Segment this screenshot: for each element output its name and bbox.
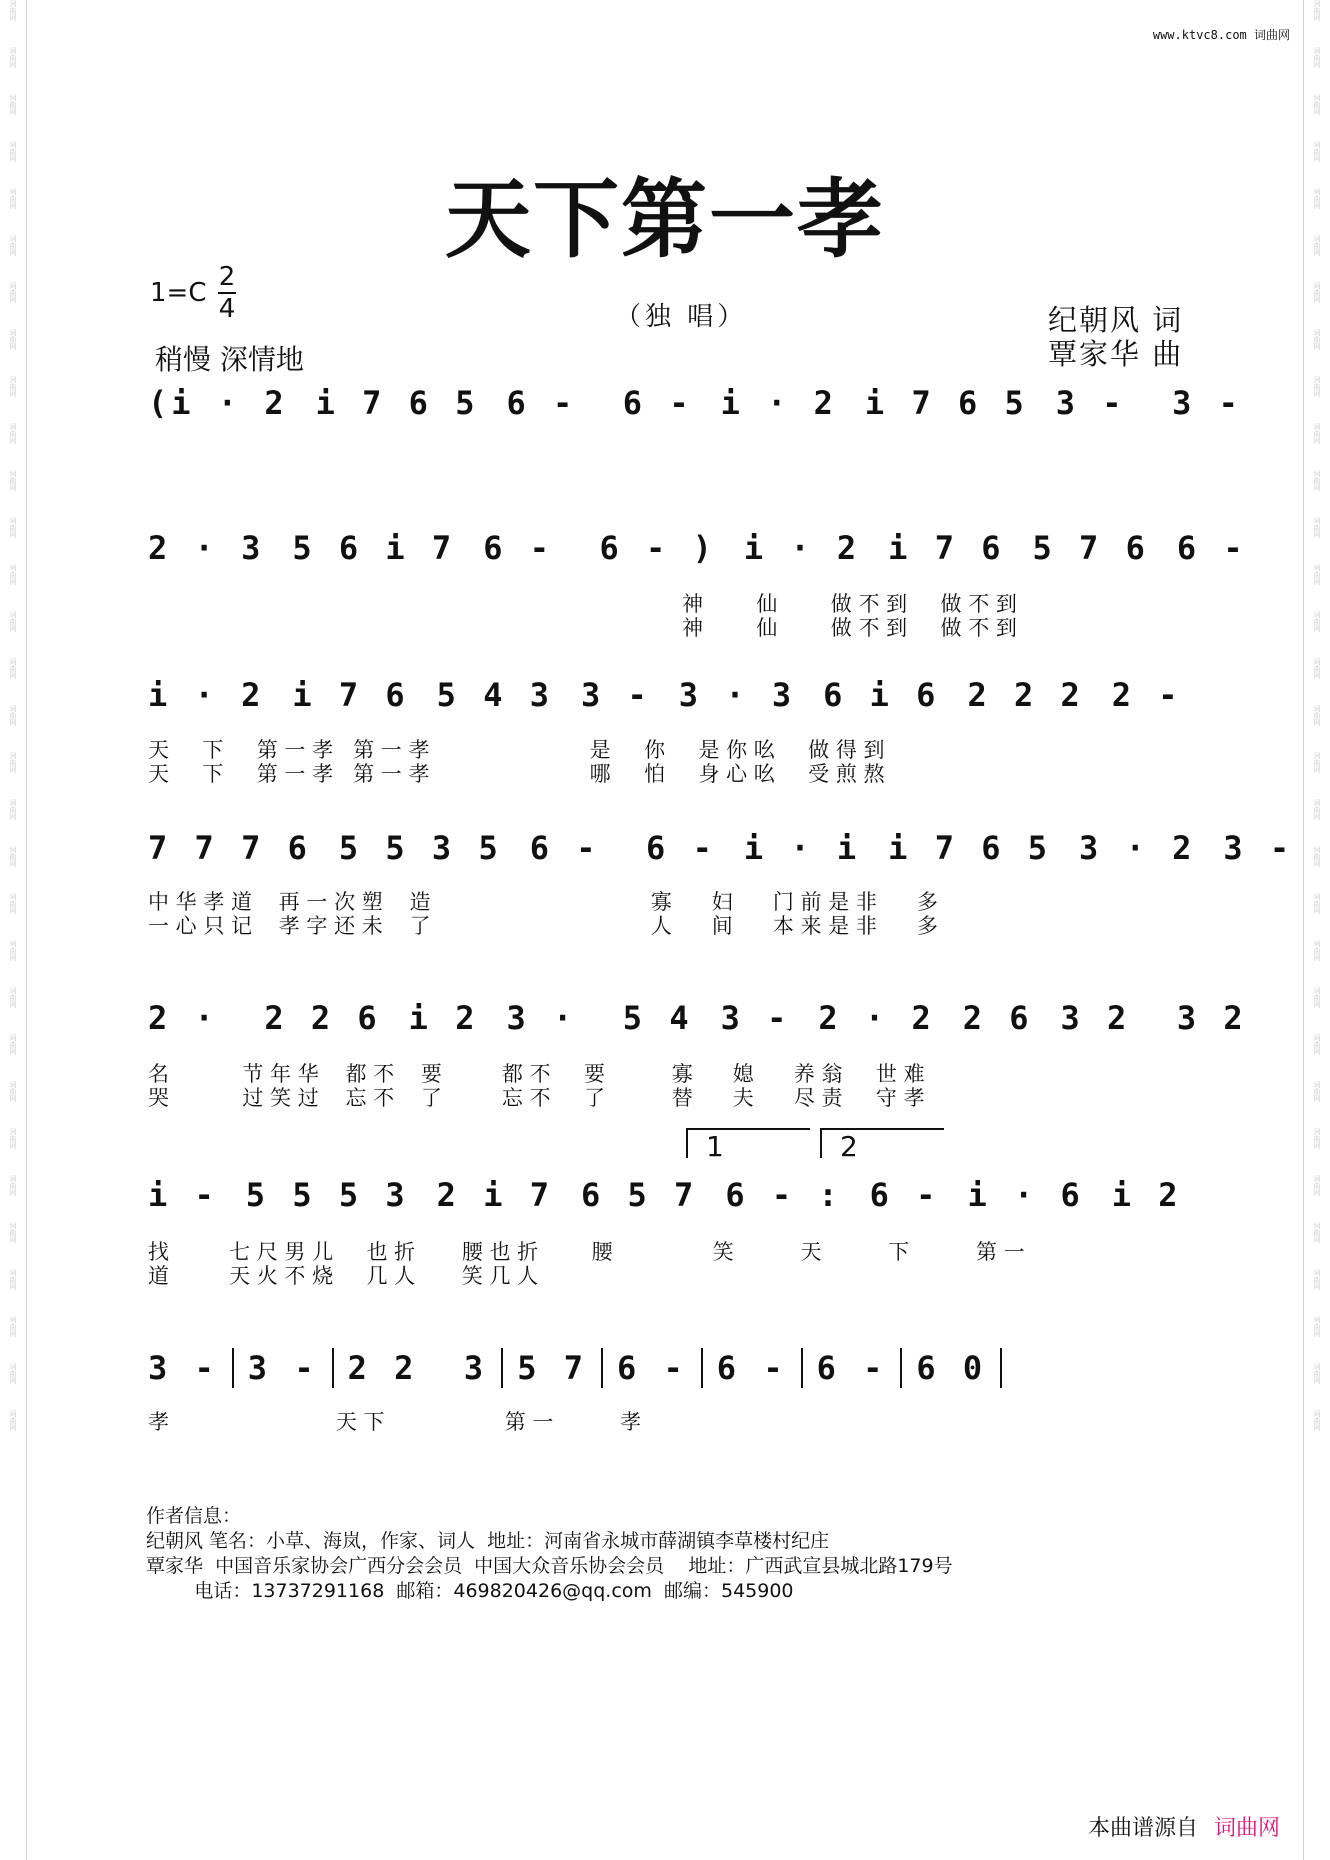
watermark-text: 词曲网 bbox=[1313, 611, 1321, 632]
watermark-text: 词曲网 bbox=[9, 282, 17, 303]
measure-notes: i 2 bbox=[1111, 1176, 1182, 1214]
right-watermark-strip bbox=[1303, 0, 1330, 1860]
measure-notes: 3 - bbox=[247, 1349, 318, 1387]
measure-notes: i · 6 bbox=[967, 1176, 1084, 1214]
composer-credit: 覃家华 曲 bbox=[1048, 337, 1184, 371]
measure-notes: 5 4 3 bbox=[436, 676, 553, 714]
watermark-text: 词曲网 bbox=[9, 658, 17, 679]
watermark-text: 词曲网 bbox=[9, 470, 17, 491]
watermark-text: 词曲网 bbox=[1313, 0, 1321, 21]
watermark-text: 词曲网 bbox=[9, 1222, 17, 1243]
measure-notes: 6 i 6 bbox=[823, 676, 940, 714]
bar-line bbox=[900, 1348, 902, 1388]
measure-notes: 2 2 3 bbox=[347, 1349, 488, 1387]
lyric-line: 中 华 孝 道 再 一 次 塑 造 寡 妇 门 前 是 非 多 bbox=[148, 890, 938, 914]
watermark-text: 词曲网 bbox=[9, 423, 17, 444]
watermark-text: 词曲网 bbox=[1313, 752, 1321, 773]
measure-notes: 7 7 7 6 bbox=[148, 829, 311, 867]
watermark-text: 词曲网 bbox=[9, 611, 17, 632]
score-row bbox=[148, 1172, 1200, 1218]
measure-notes: 3 · 5 4 bbox=[506, 999, 693, 1037]
measure-notes: 6 5 7 bbox=[580, 1176, 698, 1214]
tempo-marking: 稍慢 深情地 bbox=[155, 343, 304, 376]
watermark-text: 词曲网 bbox=[1313, 1410, 1321, 1431]
measure-notes: 2 · 2 2 6 bbox=[148, 999, 381, 1037]
volta-second-ending bbox=[820, 1128, 944, 1163]
measure-notes: 3 2 3 2 bbox=[1060, 999, 1247, 1037]
watermark-text: 词曲网 bbox=[9, 1034, 17, 1055]
score-row bbox=[148, 825, 1294, 871]
score-row bbox=[148, 1345, 1200, 1391]
measure-notes: 6 0 bbox=[916, 1349, 987, 1387]
watermark-text: 词曲网 bbox=[1313, 188, 1321, 209]
measure-notes: 5 6 i 7 bbox=[292, 529, 456, 567]
measure-notes: i 7 6 5 bbox=[888, 829, 1052, 867]
watermark-text: 词曲网 bbox=[9, 940, 17, 961]
watermark-text: 词曲网 bbox=[1313, 470, 1321, 491]
measure-notes: 6 - 6 - bbox=[529, 829, 716, 867]
lyric-line: 孝 天 下 第 一 孝 bbox=[148, 1410, 642, 1434]
watermark-text: 词曲网 bbox=[9, 893, 17, 914]
watermark-text: 词曲网 bbox=[1313, 282, 1321, 303]
watermark-text: 词曲网 bbox=[1313, 1128, 1321, 1149]
watermark-text: 词曲网 bbox=[9, 94, 17, 115]
lyric-line: 一 心 只 记 孝 字 还 未 了 人 间 本 来 是 非 多 bbox=[148, 914, 938, 938]
measure-notes: 3 - bbox=[720, 999, 791, 1037]
bar-line bbox=[332, 1348, 334, 1388]
watermark-text: 词曲网 bbox=[1313, 1316, 1321, 1337]
author-info-line: 电话：13737291168 邮箱：469820426@qq.com 邮编：545900 bbox=[146, 1580, 794, 1602]
lyric-line: 天 下 第 一 孝 第 一 孝 哪 怕 身 心 吆 受 煎 熬 bbox=[148, 762, 885, 786]
time-signature bbox=[218, 262, 236, 324]
watermark-text: 词曲网 bbox=[9, 329, 17, 350]
bar-line bbox=[232, 1348, 234, 1388]
watermark-text: 词曲网 bbox=[9, 705, 17, 726]
site-url[interactable]: www.ktvc8.com 词曲网 bbox=[1152, 28, 1290, 42]
watermark-text: 词曲网 bbox=[9, 1128, 17, 1149]
measure-notes: 3 - bbox=[580, 676, 651, 714]
watermark-text: 词曲网 bbox=[1313, 1175, 1321, 1196]
lyric-line: 神 仙 做 不 到 做 不 到 bbox=[682, 616, 1017, 640]
key-signature: 1=C bbox=[150, 278, 207, 308]
watermark-text: 词曲网 bbox=[1313, 1081, 1321, 1102]
watermark-text: 词曲网 bbox=[1313, 94, 1321, 115]
measure-notes: 2 · 3 bbox=[148, 529, 265, 567]
score-row bbox=[148, 995, 1247, 1041]
bar-line bbox=[501, 1348, 503, 1388]
watermark-text: 词曲网 bbox=[1313, 376, 1321, 397]
measure-notes: 6 - bbox=[716, 1349, 787, 1387]
watermark-text: 词曲网 bbox=[9, 188, 17, 209]
measure-notes: i 7 6 5 bbox=[864, 384, 1028, 422]
measure-notes: 6 - 6 - ) bbox=[483, 529, 716, 567]
footer-brand-link[interactable]: 词曲网 bbox=[1213, 1816, 1280, 1841]
measure-notes: 3 · 2 bbox=[1079, 829, 1196, 867]
watermark-text: 词曲网 bbox=[9, 235, 17, 256]
watermark-text: 词曲网 bbox=[9, 376, 17, 397]
watermark-text: 词曲网 bbox=[1313, 141, 1321, 162]
watermark-text: 词曲网 bbox=[1313, 1363, 1321, 1384]
time-sig-top: 2 bbox=[218, 262, 236, 292]
measure-notes: 3 · 3 bbox=[678, 676, 796, 714]
measure-notes: 6 - : bbox=[725, 1176, 842, 1214]
author-info-line: 纪朝风 笔名：小草、海岚，作家、词人 地址：河南省永城市薛湖镇李草楼村纪庄 bbox=[146, 1530, 830, 1552]
author-info-heading: 作者信息： bbox=[146, 1505, 242, 1527]
watermark-text: 词曲网 bbox=[9, 752, 17, 773]
measure-notes: 6 - 6 - bbox=[506, 384, 693, 422]
time-sig-bottom: 4 bbox=[218, 294, 236, 324]
measure-notes: 6 - bbox=[869, 1176, 940, 1214]
watermark-text: 词曲网 bbox=[1313, 987, 1321, 1008]
volta-label: 2 bbox=[840, 1130, 858, 1163]
score-row bbox=[148, 672, 1200, 718]
measure-notes: i - bbox=[148, 1176, 218, 1214]
watermark-text: 词曲网 bbox=[9, 47, 17, 68]
bar-line bbox=[801, 1348, 803, 1388]
score-row bbox=[148, 380, 1242, 426]
lyric-line: 道 天 火 不 烧 几 人 笑 几 人 bbox=[148, 1264, 539, 1288]
measure-notes: i · 2 bbox=[148, 676, 265, 714]
watermark-text: 词曲网 bbox=[9, 1081, 17, 1102]
measure-notes: 5 5 3 5 bbox=[338, 829, 502, 867]
voice-type: （独 唱） bbox=[615, 302, 748, 332]
left-watermark-strip bbox=[0, 0, 27, 1860]
lyric-line: 神 仙 做 不 到 做 不 到 bbox=[682, 592, 1017, 616]
score-row bbox=[148, 525, 1247, 571]
measure-notes: 2 6 bbox=[962, 999, 1033, 1037]
source-footer bbox=[1088, 1811, 1280, 1842]
watermark-text: 词曲网 bbox=[9, 987, 17, 1008]
measure-notes: 6 - bbox=[1176, 529, 1247, 567]
lyric-line: 哭 过 笑 过 忘 不 了 忘 不 了 替 夫 尽 责 守 孝 bbox=[148, 1086, 925, 1110]
bar-line bbox=[1000, 1348, 1002, 1388]
watermark-text: 词曲网 bbox=[1313, 423, 1321, 444]
measure-notes: (i · 2 bbox=[148, 384, 288, 422]
measure-notes: 3 - bbox=[1223, 829, 1294, 867]
watermark-text: 词曲网 bbox=[1313, 564, 1321, 585]
watermark-text: 词曲网 bbox=[1313, 893, 1321, 914]
bar-line bbox=[701, 1348, 703, 1388]
watermark-text: 词曲网 bbox=[1313, 799, 1321, 820]
watermark-text: 词曲网 bbox=[9, 846, 17, 867]
volta-label: 1 bbox=[706, 1130, 724, 1163]
lyric-line: 名 节 年 华 都 不 要 都 不 要 寡 媳 养 翁 世 难 bbox=[148, 1062, 925, 1086]
measure-notes: i 2 bbox=[408, 999, 479, 1037]
measure-notes: 5 7 6 bbox=[1032, 529, 1149, 567]
measure-notes: 2 - bbox=[1111, 676, 1182, 714]
watermark-text: 词曲网 bbox=[1313, 1269, 1321, 1290]
measure-notes: 6 - bbox=[616, 1349, 687, 1387]
measure-notes: i · 2 bbox=[720, 384, 837, 422]
watermark-text: 词曲网 bbox=[1313, 235, 1321, 256]
measure-notes: 3 - bbox=[148, 1349, 218, 1387]
author-info-line: 覃家华 中国音乐家协会广西分会会员 中国大众音乐协会会员 地址：广西武宣县城北路179号 bbox=[146, 1555, 953, 1577]
watermark-text: 词曲网 bbox=[1313, 846, 1321, 867]
measure-notes: 5 5 5 3 bbox=[245, 1176, 409, 1214]
song-title: 天下第一孝 bbox=[445, 169, 885, 270]
watermark-text: 词曲网 bbox=[9, 0, 17, 21]
measure-notes: 5 7 bbox=[517, 1349, 587, 1387]
watermark-text: 词曲网 bbox=[9, 799, 17, 820]
measure-notes: i 7 6 bbox=[888, 529, 1005, 567]
watermark-text: 词曲网 bbox=[9, 1269, 17, 1290]
measure-notes: 2 2 2 bbox=[967, 676, 1084, 714]
watermark-text: 词曲网 bbox=[9, 564, 17, 585]
lyric-line: 找 七 尺 男 儿 也 折 腰 也 折 腰 笑 天 下 第 一 bbox=[148, 1240, 1025, 1264]
measure-notes: 2 · 2 bbox=[818, 999, 935, 1037]
volta-first-ending bbox=[686, 1128, 810, 1163]
measure-notes: 2 i 7 bbox=[436, 1176, 553, 1214]
watermark-text: 词曲网 bbox=[1313, 705, 1321, 726]
footer-text: 本曲谱源自 bbox=[1087, 1816, 1198, 1841]
watermark-text: 词曲网 bbox=[9, 1363, 17, 1384]
watermark-text: 词曲网 bbox=[1313, 1034, 1321, 1055]
measure-notes: 6 - bbox=[816, 1349, 887, 1387]
watermark-text: 词曲网 bbox=[1313, 658, 1321, 679]
watermark-text: 词曲网 bbox=[9, 1410, 17, 1431]
bar-line bbox=[601, 1348, 603, 1388]
lyric-line: 天 下 第 一 孝 第 一 孝 是 你 是 你 吆 做 得 到 bbox=[148, 738, 885, 762]
watermark-text: 词曲网 bbox=[9, 1175, 17, 1196]
watermark-text: 词曲网 bbox=[9, 1316, 17, 1337]
measure-notes: i 7 6 bbox=[292, 676, 409, 714]
measure-notes: 3 - 3 - bbox=[1055, 384, 1242, 422]
measure-notes: i 7 6 5 bbox=[315, 384, 479, 422]
measure-notes: i · 2 bbox=[743, 529, 861, 567]
watermark-text: 词曲网 bbox=[1313, 47, 1321, 68]
watermark-text: 词曲网 bbox=[1313, 517, 1321, 538]
watermark-text: 词曲网 bbox=[9, 517, 17, 538]
watermark-text: 词曲网 bbox=[1313, 940, 1321, 961]
watermark-text: 词曲网 bbox=[1313, 329, 1321, 350]
author-info bbox=[146, 1504, 953, 1604]
measure-notes: i · i bbox=[743, 829, 861, 867]
lyricist-credit: 纪朝风 词 bbox=[1048, 303, 1184, 337]
watermark-text: 词曲网 bbox=[9, 141, 17, 162]
watermark-text: 词曲网 bbox=[1313, 1222, 1321, 1243]
